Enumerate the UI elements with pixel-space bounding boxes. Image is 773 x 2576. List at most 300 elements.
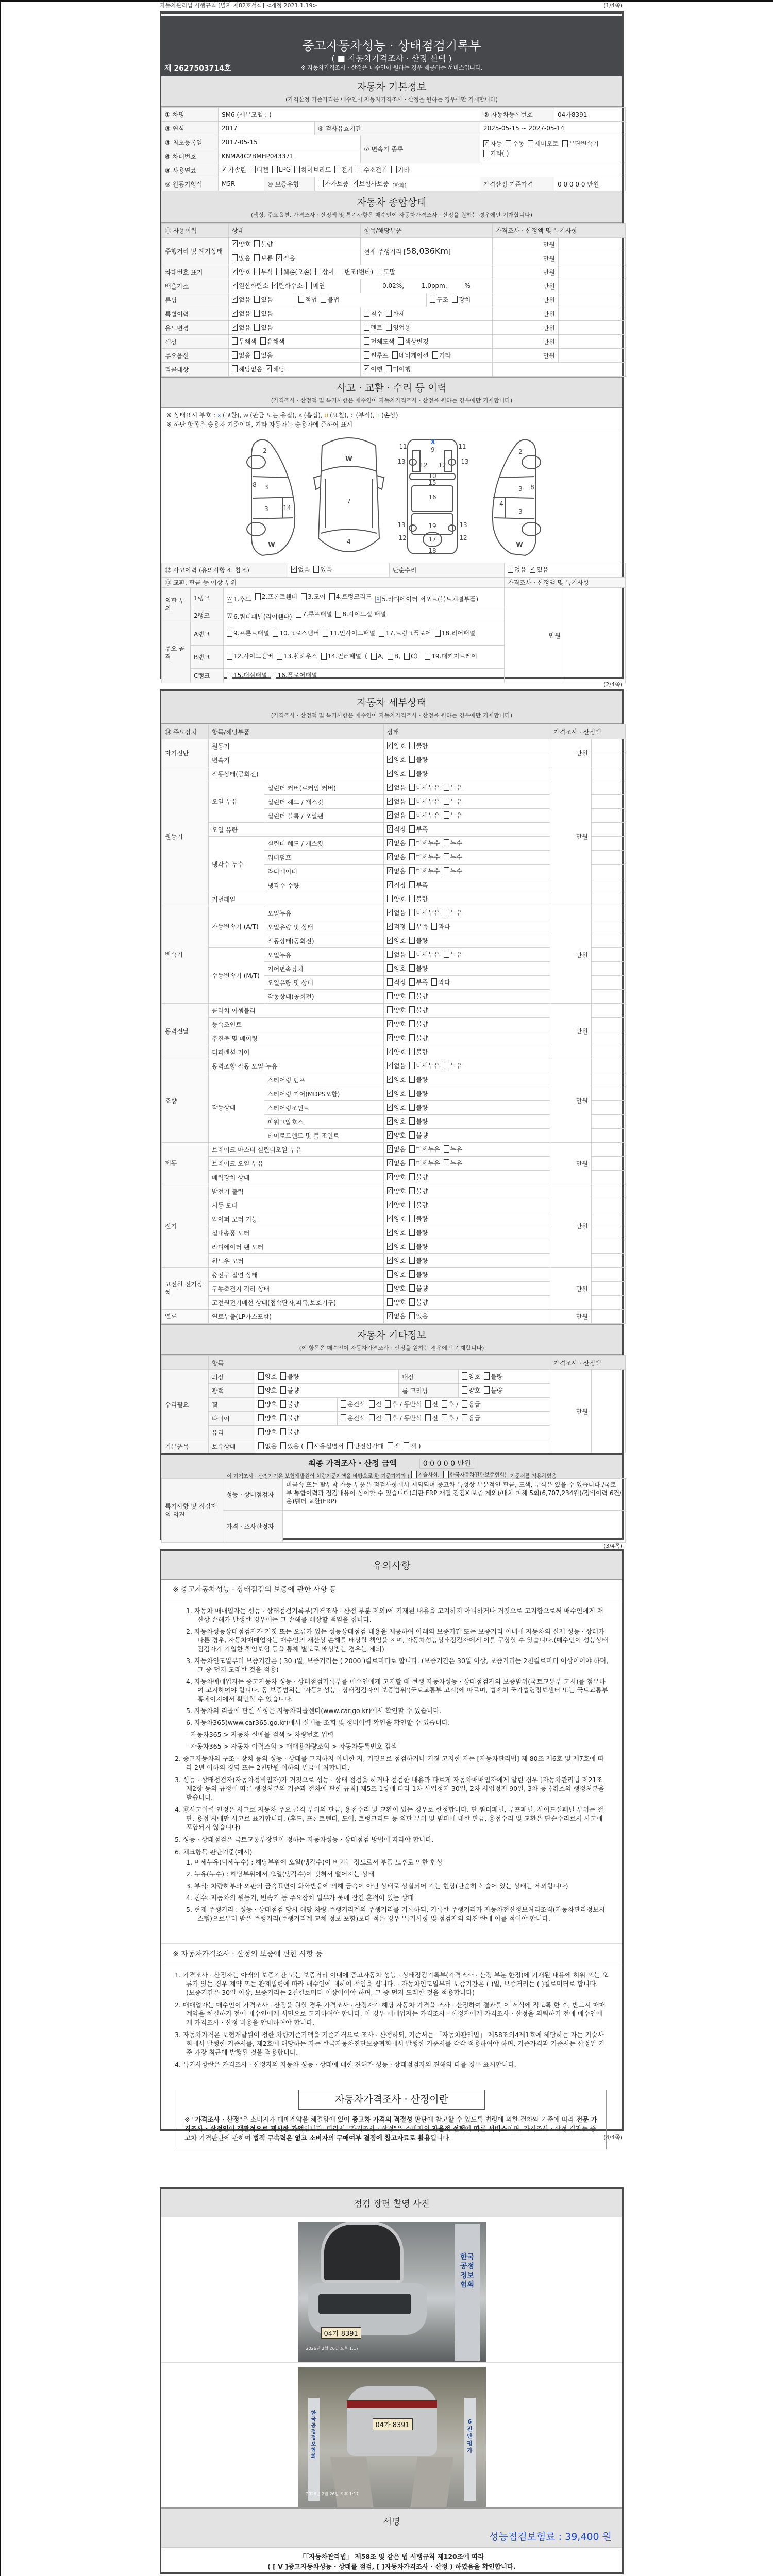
- checkbox[interactable]: [227, 630, 232, 637]
- checkbox[interactable]: [387, 1159, 393, 1166]
- checkbox-option[interactable]: [462, 1414, 480, 1422]
- checkbox[interactable]: [387, 923, 393, 930]
- checkbox-option[interactable]: [387, 1159, 406, 1167]
- checkbox[interactable]: [409, 951, 415, 958]
- checkbox[interactable]: [387, 1048, 393, 1055]
- checkbox[interactable]: [276, 254, 282, 261]
- checkbox-option[interactable]: [369, 1414, 382, 1422]
- checkbox[interactable]: [260, 337, 266, 345]
- checkbox[interactable]: [409, 1173, 415, 1180]
- checkbox-option[interactable]: [444, 950, 462, 959]
- checkbox-option[interactable]: [272, 281, 303, 290]
- checkbox-option[interactable]: [409, 1047, 428, 1056]
- checkbox[interactable]: [387, 1090, 393, 1097]
- checkbox[interactable]: [371, 653, 377, 660]
- checkbox-option[interactable]: [232, 253, 250, 262]
- checkbox-option[interactable]: [392, 351, 429, 360]
- checkbox-option[interactable]: [364, 365, 382, 374]
- checkbox[interactable]: [409, 1201, 415, 1208]
- checkbox[interactable]: X: [375, 596, 381, 603]
- checkbox[interactable]: [398, 337, 404, 345]
- checkbox[interactable]: [409, 1048, 415, 1055]
- checkbox[interactable]: [227, 653, 232, 660]
- checkbox[interactable]: [444, 1159, 449, 1166]
- checkbox[interactable]: [409, 1312, 415, 1319]
- checkbox[interactable]: [409, 937, 415, 944]
- checkbox-option[interactable]: [387, 1047, 406, 1056]
- checkbox[interactable]: [528, 140, 533, 147]
- checkbox-option[interactable]: [409, 922, 428, 931]
- checkbox[interactable]: [387, 1062, 393, 1069]
- checkbox-option[interactable]: [409, 1159, 440, 1167]
- checkbox-option[interactable]: [258, 1442, 277, 1450]
- checkbox[interactable]: [301, 593, 307, 600]
- checkbox-option[interactable]: [301, 592, 326, 601]
- checkbox[interactable]: [315, 268, 321, 275]
- checkbox-option[interactable]: [409, 1187, 428, 1195]
- checkbox-option[interactable]: [232, 351, 250, 360]
- checkbox[interactable]: [409, 1006, 415, 1013]
- checkbox[interactable]: [335, 611, 341, 618]
- checkbox[interactable]: [387, 742, 393, 749]
- checkbox-option[interactable]: [387, 1103, 406, 1112]
- checkbox[interactable]: [341, 1400, 346, 1408]
- checkbox-option[interactable]: [321, 295, 339, 304]
- checkbox[interactable]: [280, 1400, 286, 1408]
- checkbox[interactable]: [409, 1131, 415, 1139]
- checkbox-option[interactable]: [254, 323, 273, 332]
- checkbox-option[interactable]: [387, 922, 406, 931]
- checkbox[interactable]: [392, 351, 398, 359]
- checkbox[interactable]: [254, 268, 260, 275]
- checkbox-option[interactable]: [387, 1256, 406, 1265]
- checkbox-option[interactable]: [387, 1242, 406, 1251]
- checkbox[interactable]: [462, 1400, 467, 1408]
- checkbox[interactable]: [409, 1104, 415, 1111]
- checkbox-option[interactable]: [398, 337, 428, 346]
- checkbox[interactable]: [387, 756, 393, 763]
- checkbox[interactable]: [409, 1020, 415, 1027]
- checkbox[interactable]: [385, 1400, 391, 1408]
- checkbox-option[interactable]: [250, 165, 268, 174]
- checkbox[interactable]: [254, 310, 260, 317]
- checkbox-option[interactable]: [387, 755, 406, 764]
- checkbox[interactable]: [387, 1257, 393, 1264]
- checkbox[interactable]: [232, 282, 238, 289]
- checkbox[interactable]: [321, 296, 326, 303]
- checkbox[interactable]: [452, 296, 458, 303]
- checkbox-option[interactable]: [227, 671, 267, 680]
- checkbox[interactable]: [411, 1471, 417, 1478]
- checkbox[interactable]: [409, 1284, 415, 1292]
- checkbox-option[interactable]: [280, 1428, 299, 1436]
- checkbox-option[interactable]: [409, 950, 440, 959]
- checkbox[interactable]: [387, 1284, 393, 1292]
- checkbox-option[interactable]: [296, 609, 332, 618]
- checkbox[interactable]: [387, 978, 393, 986]
- checkbox-option[interactable]: [409, 1103, 428, 1112]
- checkbox-option[interactable]: [387, 1033, 406, 1042]
- checkbox[interactable]: [387, 1173, 393, 1180]
- checkbox-option[interactable]: [409, 811, 440, 820]
- checkbox-option[interactable]: [409, 1298, 428, 1307]
- checkbox[interactable]: [387, 1034, 393, 1041]
- checkbox-option[interactable]: [276, 253, 295, 262]
- checkbox-option[interactable]: [387, 1061, 406, 1070]
- checkbox[interactable]: [443, 1471, 449, 1478]
- checkbox[interactable]: [280, 1372, 286, 1380]
- checkbox[interactable]: [409, 1062, 415, 1069]
- checkbox[interactable]: [409, 825, 415, 833]
- checkbox[interactable]: [409, 1145, 415, 1153]
- checkbox[interactable]: [409, 1243, 415, 1250]
- checkbox-option[interactable]: [280, 1442, 304, 1450]
- checkbox[interactable]: [484, 1386, 490, 1394]
- checkbox-option[interactable]: [254, 295, 273, 304]
- checkbox[interactable]: [364, 351, 369, 359]
- checkbox[interactable]: W: [227, 614, 232, 619]
- checkbox-option[interactable]: [364, 323, 382, 332]
- checkbox-option[interactable]: [387, 839, 406, 848]
- checkbox[interactable]: [432, 351, 438, 359]
- checkbox[interactable]: [444, 1145, 449, 1153]
- checkbox-option[interactable]: [530, 565, 548, 574]
- checkbox-option[interactable]: [271, 671, 317, 680]
- checkbox-option[interactable]: [323, 629, 375, 637]
- checkbox[interactable]: [409, 1034, 415, 1041]
- checkbox-option[interactable]: [444, 1145, 462, 1154]
- checkbox[interactable]: [258, 1442, 264, 1449]
- checkbox-option[interactable]: [387, 1228, 406, 1237]
- checkbox[interactable]: [425, 1414, 431, 1421]
- checkbox[interactable]: [409, 770, 415, 777]
- checkbox-option[interactable]: [385, 1400, 422, 1409]
- checkbox-option[interactable]: [409, 908, 440, 917]
- checkbox[interactable]: [387, 811, 393, 819]
- checkbox[interactable]: [387, 1312, 393, 1319]
- checkbox-option[interactable]: [272, 166, 291, 173]
- checkbox-option[interactable]: [409, 978, 428, 987]
- checkbox-option[interactable]: [387, 1089, 406, 1098]
- checkbox[interactable]: [442, 1400, 447, 1408]
- checkbox-option[interactable]: [391, 165, 410, 174]
- checkbox-option[interactable]: [409, 964, 428, 973]
- checkbox-option[interactable]: [444, 1061, 462, 1070]
- checkbox[interactable]: [272, 166, 278, 173]
- checkbox[interactable]: [444, 811, 449, 819]
- checkbox-option[interactable]: [387, 1173, 406, 1181]
- checkbox[interactable]: [409, 1270, 415, 1278]
- checkbox[interactable]: [386, 365, 392, 372]
- checkbox-option[interactable]: [254, 309, 273, 318]
- checkbox[interactable]: [431, 978, 437, 986]
- checkbox-option[interactable]: [387, 797, 406, 806]
- checkbox[interactable]: [369, 1414, 375, 1421]
- checkbox-option[interactable]: [409, 1006, 428, 1014]
- checkbox[interactable]: [409, 1257, 415, 1264]
- checkbox-option[interactable]: [276, 267, 312, 276]
- checkbox[interactable]: [298, 296, 304, 303]
- checkbox[interactable]: [254, 254, 260, 261]
- checkbox-option[interactable]: [484, 1372, 502, 1381]
- checkbox[interactable]: [387, 1131, 393, 1139]
- checkbox[interactable]: [313, 566, 319, 573]
- checkbox-option[interactable]: [431, 978, 450, 987]
- checkbox-option[interactable]: [335, 609, 386, 618]
- checkbox[interactable]: [387, 909, 393, 916]
- checkbox-option[interactable]: [232, 323, 250, 332]
- checkbox-option[interactable]: [387, 1312, 406, 1320]
- checkbox-option[interactable]: [387, 936, 406, 945]
- checkbox-option[interactable]: [452, 295, 470, 304]
- checkbox-option[interactable]: [329, 592, 372, 601]
- checkbox[interactable]: [341, 1414, 346, 1421]
- checkbox-option[interactable]: [411, 1470, 440, 1478]
- checkbox-option[interactable]: [506, 140, 524, 148]
- checkbox-option[interactable]: [409, 1033, 428, 1042]
- checkbox[interactable]: [277, 653, 282, 660]
- checkbox-option[interactable]: [232, 295, 250, 304]
- checkbox[interactable]: [232, 254, 238, 261]
- checkbox[interactable]: [387, 784, 393, 791]
- checkbox[interactable]: [409, 811, 415, 819]
- checkbox-option[interactable]: [444, 908, 462, 917]
- checkbox[interactable]: [444, 951, 449, 958]
- checkbox[interactable]: [364, 324, 369, 331]
- checkbox[interactable]: [387, 1006, 393, 1013]
- checkbox-option[interactable]: [462, 1372, 480, 1381]
- checkbox[interactable]: [232, 351, 238, 359]
- checkbox-option[interactable]: [425, 1400, 438, 1409]
- checkbox-option[interactable]: [280, 1400, 299, 1409]
- checkbox[interactable]: [409, 1117, 415, 1125]
- checkbox[interactable]: [294, 166, 300, 173]
- checkbox-option[interactable]: [409, 1061, 440, 1070]
- checkbox-option[interactable]: [273, 629, 319, 637]
- checkbox[interactable]: [409, 895, 415, 902]
- checkbox[interactable]: [232, 240, 238, 247]
- checkbox-option[interactable]: [442, 1414, 458, 1422]
- checkbox-option[interactable]: [294, 165, 331, 174]
- checkbox[interactable]: [258, 1400, 264, 1408]
- checkbox[interactable]: [387, 964, 393, 972]
- checkbox-option[interactable]: [375, 595, 478, 603]
- checkbox[interactable]: [387, 1229, 393, 1236]
- checkbox[interactable]: [387, 798, 393, 805]
- checkbox-option[interactable]: [387, 964, 406, 973]
- checkbox-option[interactable]: [280, 1386, 299, 1395]
- checkbox-option[interactable]: [425, 1414, 438, 1422]
- checkbox-option[interactable]: [387, 1006, 406, 1014]
- checkbox[interactable]: [404, 1442, 409, 1449]
- checkbox[interactable]: [387, 951, 393, 958]
- checkbox-option[interactable]: [387, 978, 406, 987]
- checkbox-option[interactable]: [444, 839, 462, 848]
- checkbox-option[interactable]: [409, 880, 428, 889]
- checkbox[interactable]: [562, 140, 568, 147]
- checkbox[interactable]: [409, 784, 415, 791]
- checkbox-option[interactable]: [369, 1400, 382, 1409]
- checkbox-option[interactable]: [409, 1200, 428, 1209]
- checkbox-option[interactable]: [280, 1414, 299, 1422]
- checkbox[interactable]: [409, 1090, 415, 1097]
- checkbox-option[interactable]: [258, 1372, 277, 1381]
- checkbox-option[interactable]: [387, 1214, 406, 1223]
- checkbox-option[interactable]: [409, 1131, 428, 1140]
- checkbox[interactable]: [254, 351, 260, 359]
- checkbox-option[interactable]: [227, 629, 269, 637]
- checkbox-option[interactable]: [254, 240, 273, 248]
- checkbox-option[interactable]: [444, 811, 462, 820]
- checkbox-option[interactable]: [388, 1442, 400, 1450]
- checkbox[interactable]: [386, 310, 392, 317]
- checkbox[interactable]: [388, 653, 393, 660]
- checkbox-option[interactable]: [483, 140, 502, 148]
- checkbox-option[interactable]: [409, 1173, 428, 1181]
- checkbox[interactable]: [232, 324, 238, 331]
- checkbox-option[interactable]: [409, 783, 440, 792]
- checkbox-option[interactable]: [227, 612, 292, 621]
- checkbox[interactable]: [409, 756, 415, 763]
- checkbox-option[interactable]: [387, 783, 406, 792]
- checkbox[interactable]: [329, 593, 335, 600]
- checkbox-option[interactable]: [409, 936, 428, 945]
- checkbox-option[interactable]: [562, 140, 599, 148]
- checkbox[interactable]: [409, 909, 415, 916]
- checkbox-option[interactable]: [318, 179, 348, 188]
- checkbox[interactable]: [387, 1076, 393, 1083]
- checkbox[interactable]: [280, 1414, 286, 1421]
- checkbox[interactable]: [232, 337, 238, 345]
- checkbox[interactable]: [462, 1386, 467, 1394]
- checkbox-option[interactable]: [377, 267, 395, 276]
- checkbox-option[interactable]: [364, 351, 389, 360]
- checkbox-option[interactable]: [313, 565, 332, 574]
- checkbox[interactable]: [385, 1414, 391, 1421]
- checkbox[interactable]: [409, 1187, 415, 1194]
- checkbox[interactable]: W: [227, 597, 232, 602]
- checkbox[interactable]: [258, 1372, 264, 1380]
- checkbox-option[interactable]: [435, 629, 475, 637]
- checkbox[interactable]: [258, 1386, 264, 1394]
- checkbox-option[interactable]: [409, 755, 428, 764]
- checkbox-option[interactable]: [484, 1386, 502, 1395]
- checkbox[interactable]: [483, 140, 489, 147]
- checkbox-option[interactable]: [341, 1414, 365, 1422]
- checkbox[interactable]: [387, 839, 393, 846]
- checkbox-option[interactable]: [409, 1312, 428, 1320]
- checkbox-option[interactable]: [409, 1242, 428, 1251]
- checkbox-option[interactable]: [387, 1187, 406, 1195]
- checkbox[interactable]: [409, 867, 415, 874]
- checkbox-option[interactable]: [425, 652, 477, 660]
- checkbox[interactable]: [508, 566, 513, 573]
- checkbox-option[interactable]: [334, 165, 353, 174]
- checkbox-option[interactable]: [298, 295, 317, 304]
- checkbox[interactable]: [387, 1145, 393, 1153]
- checkbox[interactable]: [409, 1159, 415, 1166]
- checkbox-option[interactable]: [222, 165, 246, 174]
- checkbox-option[interactable]: [444, 867, 462, 875]
- checkbox-option[interactable]: [227, 652, 273, 660]
- checkbox-option[interactable]: [444, 1159, 462, 1167]
- checkbox[interactable]: [280, 1442, 286, 1449]
- checkbox-option[interactable]: [307, 1442, 344, 1450]
- checkbox[interactable]: [387, 1020, 393, 1027]
- checkbox-option[interactable]: [442, 1400, 458, 1409]
- checkbox[interactable]: [462, 1372, 467, 1380]
- checkbox[interactable]: [364, 337, 369, 345]
- checkbox-option[interactable]: [409, 1117, 428, 1126]
- checkbox-option[interactable]: [232, 365, 262, 374]
- checkbox-option[interactable]: [232, 240, 250, 248]
- checkbox-option[interactable]: [266, 365, 284, 374]
- checkbox[interactable]: [409, 1298, 415, 1306]
- checkbox-option[interactable]: [347, 1442, 384, 1450]
- checkbox[interactable]: [386, 324, 392, 331]
- checkbox-option[interactable]: [387, 1131, 406, 1140]
- checkbox-option[interactable]: [232, 267, 250, 276]
- checkbox[interactable]: [409, 798, 415, 805]
- checkbox-option[interactable]: [352, 179, 389, 188]
- checkbox[interactable]: [254, 240, 260, 247]
- checkbox[interactable]: [387, 867, 393, 874]
- checkbox-option[interactable]: [315, 267, 334, 276]
- checkbox[interactable]: [484, 1372, 490, 1380]
- checkbox-option[interactable]: [404, 1442, 421, 1450]
- checkbox-option[interactable]: [387, 894, 406, 903]
- checkbox[interactable]: [334, 166, 340, 173]
- checkbox-option[interactable]: [232, 281, 268, 290]
- checkbox[interactable]: [391, 166, 397, 173]
- checkbox-option[interactable]: [379, 629, 431, 637]
- checkbox-option[interactable]: [483, 149, 509, 158]
- checkbox-option[interactable]: [409, 1145, 440, 1154]
- checkbox[interactable]: [258, 1428, 264, 1435]
- checkbox[interactable]: [250, 166, 256, 173]
- checkbox[interactable]: [409, 964, 415, 972]
- checkbox[interactable]: [435, 630, 441, 637]
- checkbox[interactable]: [255, 593, 261, 600]
- checkbox-option[interactable]: [255, 592, 297, 601]
- checkbox[interactable]: [258, 1414, 264, 1421]
- checkbox-option[interactable]: [387, 1284, 406, 1293]
- checkbox-option[interactable]: [409, 1256, 428, 1265]
- checkbox[interactable]: [425, 1400, 431, 1408]
- checkbox-option[interactable]: [387, 950, 406, 959]
- checkbox-option[interactable]: [432, 351, 451, 360]
- checkbox[interactable]: [431, 923, 437, 930]
- checkbox[interactable]: [387, 853, 393, 860]
- checkbox[interactable]: [379, 630, 384, 637]
- checkbox-option[interactable]: [462, 1386, 480, 1395]
- checkbox[interactable]: [387, 1215, 393, 1222]
- checkbox[interactable]: [364, 365, 369, 372]
- checkbox[interactable]: [323, 630, 328, 637]
- checkbox[interactable]: [306, 282, 312, 289]
- checkbox-option[interactable]: [444, 783, 462, 792]
- checkbox-option[interactable]: [258, 1428, 277, 1436]
- checkbox-option[interactable]: [387, 825, 406, 834]
- checkbox[interactable]: [254, 324, 260, 331]
- checkbox[interactable]: [232, 296, 238, 303]
- checkbox[interactable]: [409, 992, 415, 999]
- checkbox[interactable]: [307, 1442, 313, 1449]
- checkbox[interactable]: [444, 909, 449, 916]
- checkbox[interactable]: [387, 1243, 393, 1250]
- checkbox-option[interactable]: [387, 1270, 406, 1279]
- checkbox[interactable]: [388, 1442, 393, 1449]
